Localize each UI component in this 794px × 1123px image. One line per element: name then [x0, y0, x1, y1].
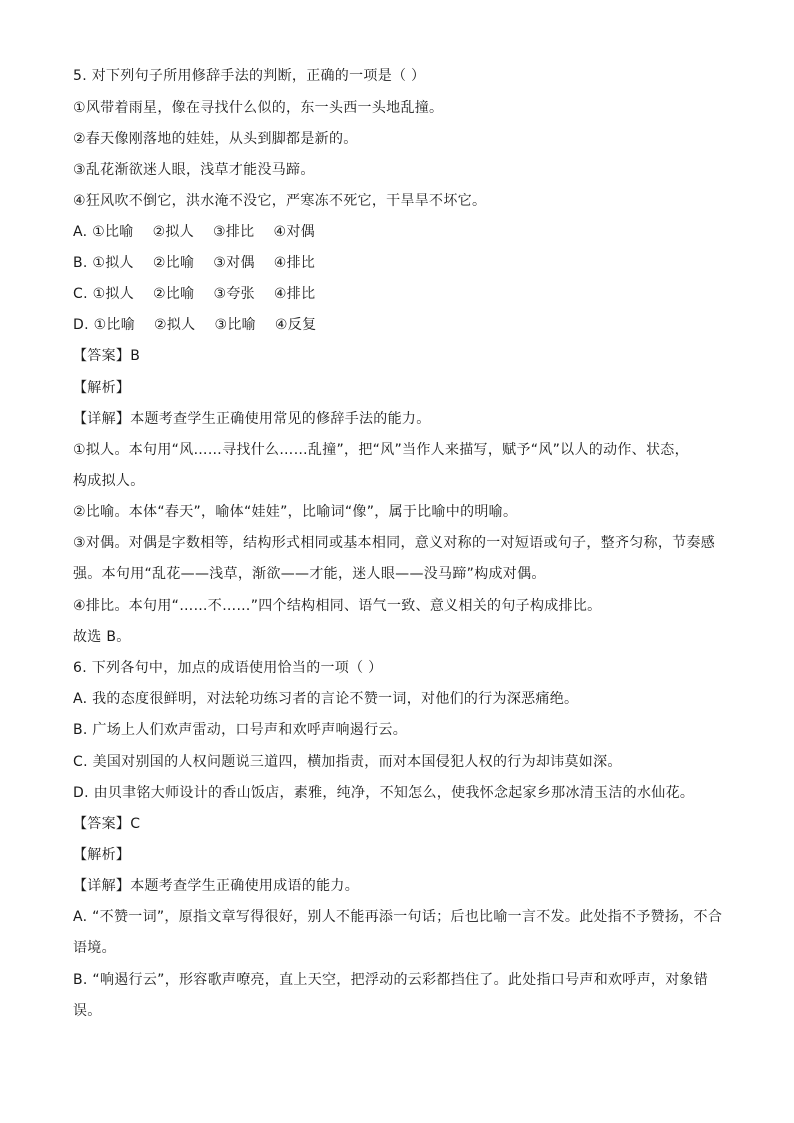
q6-detail-line-5: 误。	[73, 1003, 102, 1019]
q5-detail-line-5: ③对偶。对偶是字数相等，结构形式相同或基本相同，意义对称的一对短语或句子，整齐匀称，节奏感	[73, 535, 716, 551]
q5-option-d: D. ①比喻 ②拟人 ③比喻 ④反复	[73, 317, 317, 333]
q5-detail-line-6: 强。本句用“乱花——浅草，渐欲——才能，迷人眼——没马蹄”构成对偶。	[73, 566, 546, 582]
q6-answer: 【答案】C	[73, 816, 141, 832]
q5-sentence-1: ①风带着雨星，像在寻找什么似的，东一头西一头地乱撞。	[73, 100, 444, 116]
q5-sentence-3: ③乱花渐欲迷人眼，浅草才能没马蹄。	[73, 162, 315, 178]
q6-stem: 6. 下列各句中，加点的成语使用恰当的一项（ ）	[73, 660, 383, 676]
q6-option-d: D. 由贝聿铭大师设计的香山饭店，素雅，纯净，不知怎么，使我怀念起家乡那冰清玉洁的水仙花。	[73, 785, 695, 801]
q5-detail-line-8: 故选 B。	[73, 629, 131, 645]
q6-option-a: A. 我的态度很鲜明，对法轮功练习者的言论不赞一词，对他们的行为深恶痛绝。	[73, 691, 579, 707]
q5-detail-line-4: ②比喻。本体“春天”，喻体“娃娃”，比喻词“像”，属于比喻中的明喻。	[73, 504, 518, 520]
q5-answer: 【答案】B	[73, 348, 141, 364]
q5-detail-line-3: 构成拟人。	[73, 473, 145, 489]
q5-detail-line-2: ①拟人。本句用“风……寻找什么……乱撞”，把“风”当作人来描写，赋予“风”以人的动作、状态，	[73, 442, 689, 458]
q6-detail-line-3: 语境。	[73, 940, 116, 956]
q5-analysis-label: 【解析】	[73, 380, 131, 396]
q5-option-c: C. ①拟人 ②比喻 ③夸张 ④排比	[73, 286, 316, 302]
q6-detail-line-2: A. “不赞一词”，原指文章写得很好，别人不能再添一句话；后也比喻一言不发。此处指不予赞扬，不合	[73, 909, 723, 925]
q5-detail-line-7: ④排比。本句用“……不……”四个结构相同、语气一致、意义相关的句子构成排比。	[73, 598, 602, 614]
q6-option-c: C. 美国对别国的人权问题说三道四，横加指责，而对本国侵犯人权的行为却讳莫如深。	[73, 754, 622, 770]
q6-analysis-label: 【解析】	[73, 847, 131, 863]
q5-option-b: B. ①拟人 ②比喻 ③对偶 ④排比	[73, 255, 316, 271]
q5-detail-line-1: 【详解】本题考查学生正确使用常见的修辞手法的能力。	[73, 411, 431, 427]
q5-stem: 5. 对下列句子所用修辞手法的判断，正确的一项是（ ）	[73, 68, 426, 84]
q6-detail-line-4: B. “响遏行云”，形容歌声嘹亮，直上天空，把浮动的云彩都挡住了。此处指口号声和欢呼声，对象错	[73, 972, 709, 988]
q5-sentence-2: ②春天像刚落地的娃娃，从头到脚都是新的。	[73, 131, 358, 147]
q6-option-b: B. 广场上人们欢声雷动，口号声和欢呼声响遏行云。	[73, 722, 408, 738]
q5-sentence-4: ④狂风吹不倒它，洪水淹不没它，严寒冻不死它，干旱旱不坏它。	[73, 193, 487, 209]
q6-detail-line-1: 【详解】本题考查学生正确使用成语的能力。	[73, 878, 359, 894]
q5-option-a: A. ①比喻 ②拟人 ③排比 ④对偶	[73, 224, 315, 240]
